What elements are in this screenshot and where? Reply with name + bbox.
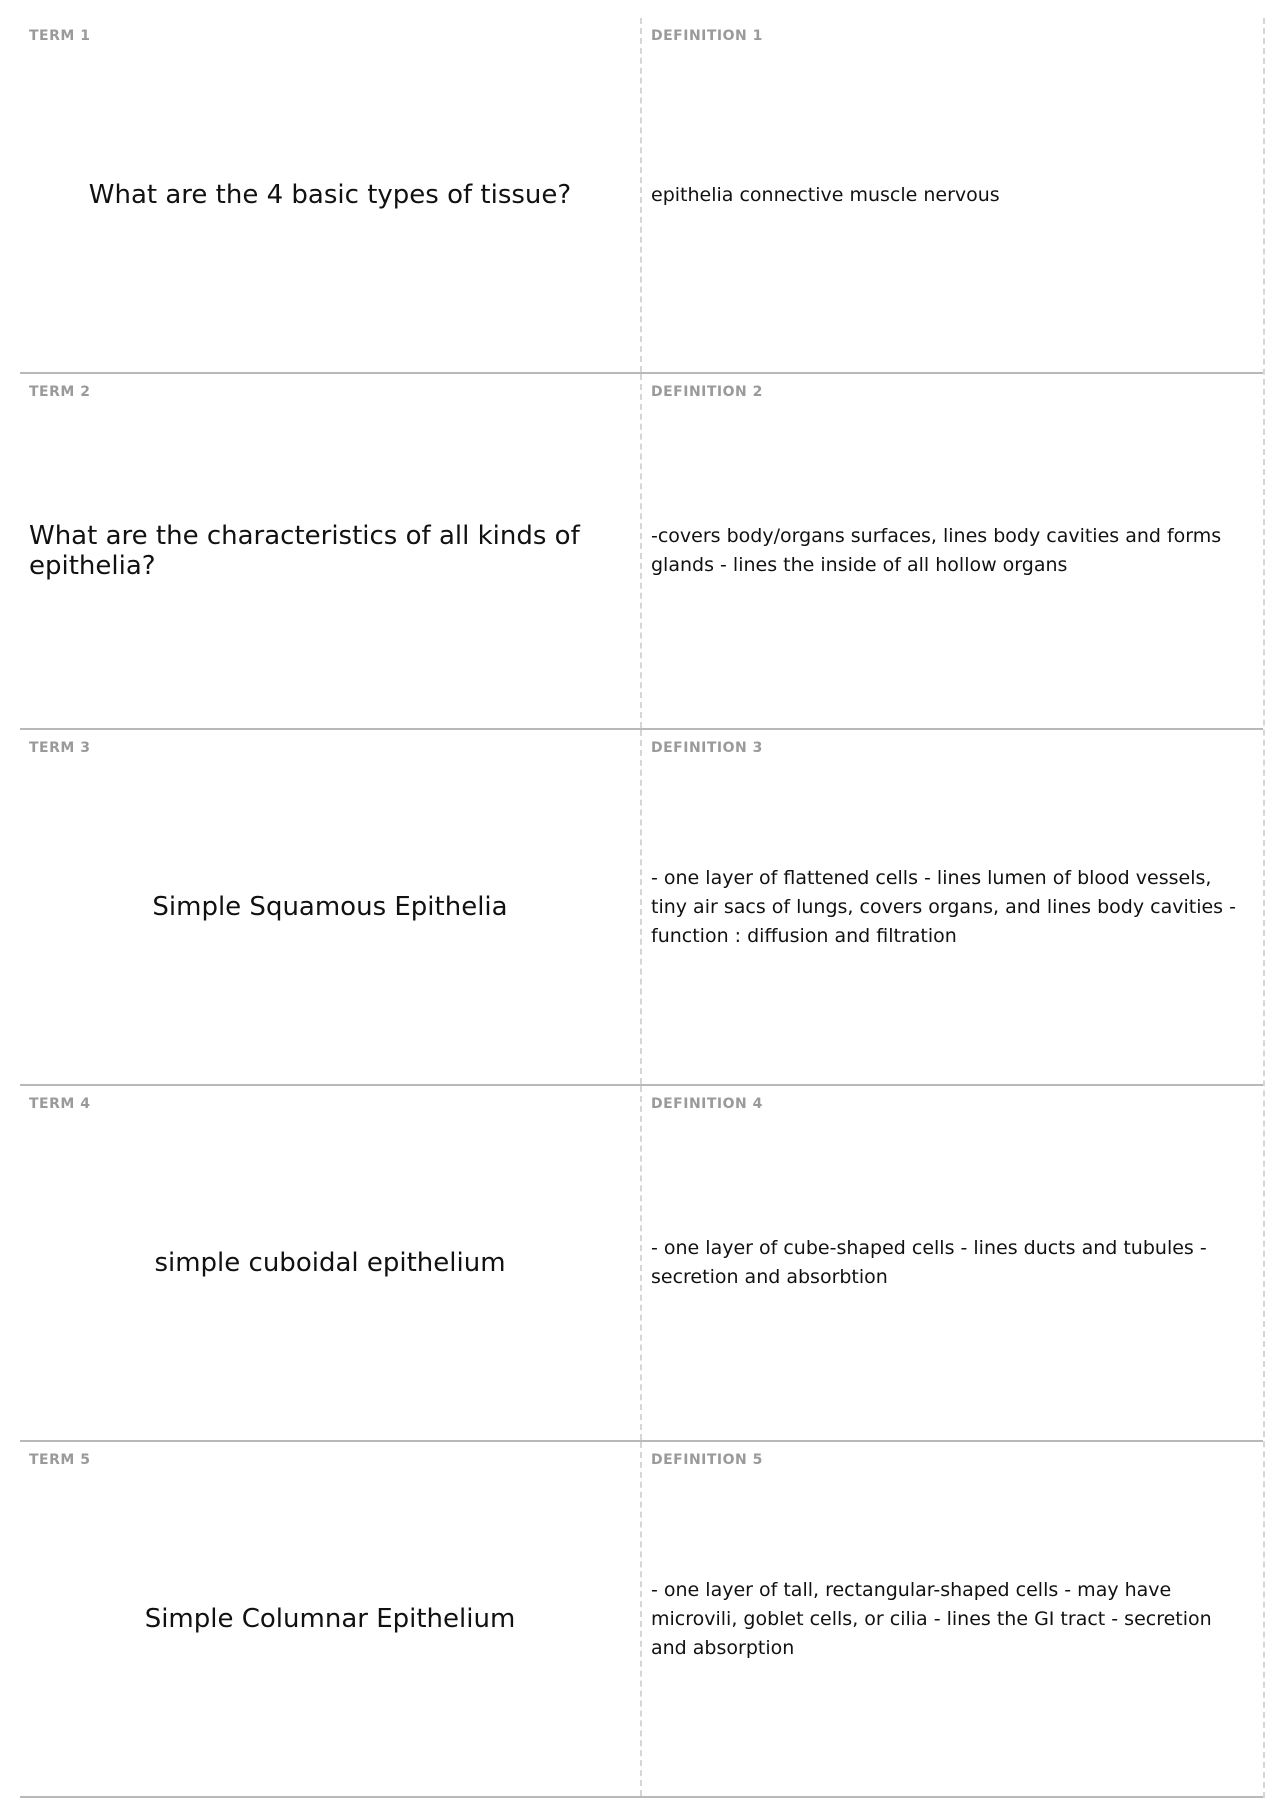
term-label-2: TERM 2 <box>29 384 91 400</box>
term-text-1: What are the 4 basic types of tissue? <box>88 180 572 210</box>
term-text-5: Simple Columnar Epithelium <box>144 1604 516 1634</box>
term-cell-3 <box>20 730 642 1084</box>
term-label-4: TERM 4 <box>29 1096 91 1112</box>
definition-label-2: DEFINITION 2 <box>651 384 763 400</box>
term-cell-1 <box>20 18 642 372</box>
term-cell-5 <box>20 1442 642 1796</box>
definition-text-5: - one layer of tall, rectangular-shaped cells - may have microvili, goblet cells, or cilia - lines the GI tract - secretion and absorption <box>651 1578 1212 1659</box>
definition-cell-2 <box>642 374 1263 728</box>
definition-cell-1 <box>642 18 1263 372</box>
definition-label-5: DEFINITION 5 <box>651 1452 763 1468</box>
term-text-3: Simple Squamous Epithelia <box>152 892 508 922</box>
term-label-1: TERM 1 <box>29 28 91 44</box>
definition-label-3: DEFINITION 3 <box>651 740 763 756</box>
definition-label-4: DEFINITION 4 <box>651 1096 763 1112</box>
definition-text-2: -covers body/organs surfaces, lines body cavities and forms glands - lines the inside of all hollow organs <box>651 525 1222 576</box>
definition-text-4: - one layer of cube-shaped cells - lines ducts and tubules - secretion and absorbtion <box>651 1237 1207 1288</box>
term-text-4: simple cuboidal epithelium <box>154 1248 506 1278</box>
definition-text-1: epithelia connective muscle nervous <box>651 183 1000 206</box>
flashcard-sheet <box>20 18 1265 1798</box>
flashcard-row-2 <box>20 374 1263 730</box>
term-text-2: What are the characteristics of all kinds of epithelia? <box>29 521 580 581</box>
flashcard-row-1 <box>20 18 1263 374</box>
term-cell-2 <box>20 374 642 728</box>
flashcard-row-5 <box>20 1442 1263 1798</box>
term-label-3: TERM 3 <box>29 740 91 756</box>
term-label-5: TERM 5 <box>29 1452 91 1468</box>
definition-cell-3 <box>642 730 1263 1084</box>
flashcard-row-4 <box>20 1086 1263 1442</box>
definition-label-1: DEFINITION 1 <box>651 28 763 44</box>
definition-text-3: - one layer of flattened cells - lines lumen of blood vessels, tiny air sacs of lungs, covers organs, and lines body cavities - function : diffusion and filtration <box>651 866 1236 947</box>
flashcard-row-3 <box>20 730 1263 1086</box>
term-cell-4 <box>20 1086 642 1440</box>
definition-cell-5 <box>642 1442 1263 1796</box>
definition-cell-4 <box>642 1086 1263 1440</box>
